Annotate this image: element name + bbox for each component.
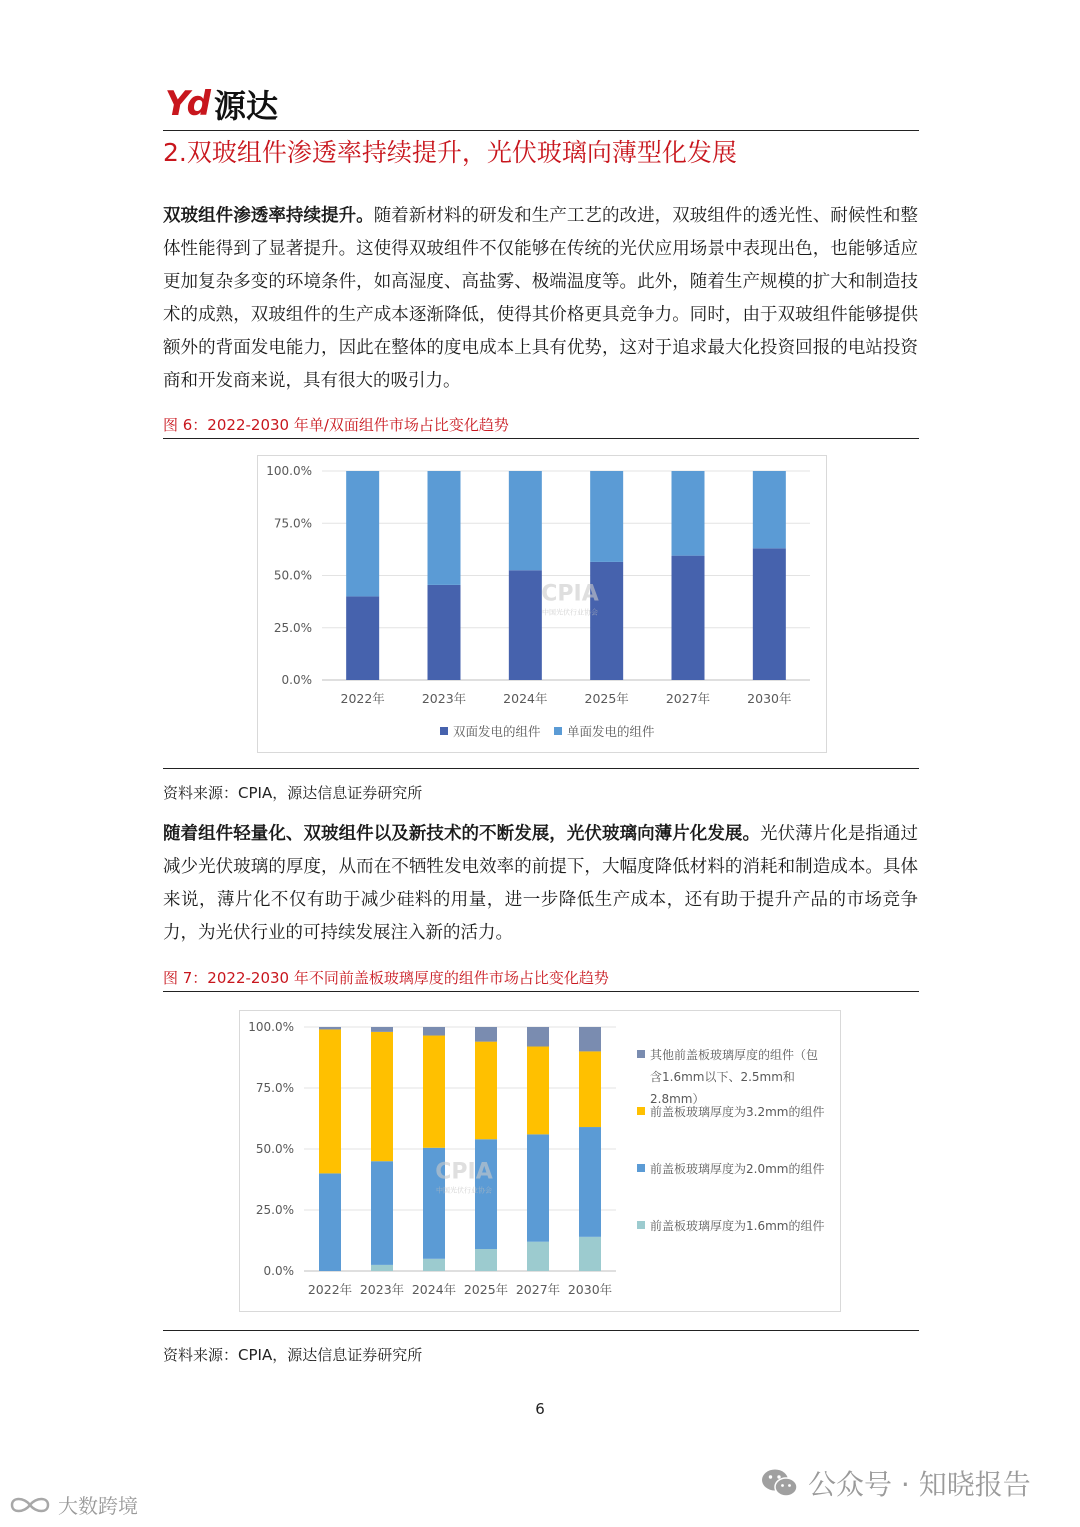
- x-tick-label: 2025年: [463, 1282, 509, 1297]
- bar-segment-series-2: [428, 471, 461, 585]
- bar-segment-series-1: [428, 585, 461, 680]
- bar-segment-series-2: [579, 1127, 601, 1237]
- y-tick-label: 75.0%: [255, 1081, 294, 1095]
- paragraph-2-body: 光伏薄片化是指通过减少光伏玻璃的厚度，从而在不牺牲发电效率的前提下，大幅度降低材料的消耗和制造成本。具体来说，薄片化不仅有助于减少硅料的用量，进一步降低生产成本，还有助于提升产品的市场竞争力，为光伏行业的可持续发展注入新的活力。: [163, 824, 919, 943]
- logo-mark: Yd: [165, 84, 208, 124]
- bar-segment-series-1: [371, 1265, 393, 1271]
- infinity-logo-icon: [8, 1494, 52, 1516]
- bar-segment-series-4: [371, 1027, 393, 1032]
- legend-label: 前盖板玻璃厚度为1.6mm的组件: [650, 1219, 825, 1233]
- bar-segment-series-3: [475, 1042, 497, 1140]
- y-tick-label: 100.0%: [266, 464, 312, 478]
- figure-7-top-rule: [163, 991, 919, 992]
- bar-segment-series-1: [579, 1237, 601, 1271]
- legend-swatch: [637, 1221, 645, 1229]
- x-tick-label: 2025年: [584, 691, 629, 706]
- y-tick-label: 0.0%: [281, 673, 312, 687]
- y-tick-label: 50.0%: [255, 1142, 294, 1156]
- legend-swatch: [637, 1050, 645, 1058]
- bar-segment-series-2: [527, 1134, 549, 1241]
- x-tick-label: 2022年: [340, 691, 385, 706]
- cpia-watermark-text: CPIA: [435, 1159, 493, 1185]
- bar-segment-series-4: [475, 1027, 497, 1042]
- x-tick-label: 2024年: [411, 1282, 457, 1297]
- legend-label: 双面发电的组件: [453, 724, 541, 739]
- y-tick-label: 0.0%: [263, 1264, 294, 1278]
- y-tick-label: 100.0%: [248, 1020, 294, 1034]
- paragraph-2-lead: 随着组件轻量化、双玻组件以及新技术的不断发展，光伏玻璃向薄片化发展。: [163, 824, 761, 844]
- bar-segment-series-1: [346, 596, 379, 680]
- header-rule: [163, 130, 919, 131]
- legend-label-line-2: 含1.6mm以下、2.5mm和: [650, 1070, 795, 1084]
- bar-segment-series-4: [579, 1027, 601, 1051]
- legend-swatch-2: [554, 727, 562, 735]
- bar-segment-series-1: [509, 570, 542, 680]
- figure-6-chart-box: [257, 455, 827, 753]
- x-tick-label: 2023年: [359, 1282, 405, 1297]
- cpia-watermark-subtext: 中国光伏行业协会: [436, 1186, 492, 1195]
- legend-swatch: [637, 1107, 645, 1115]
- legend-swatch: [637, 1164, 645, 1172]
- bar-segment-series-4: [319, 1027, 341, 1029]
- legend-label: 单面发电的组件: [567, 724, 655, 739]
- figure-6-chart: [258, 456, 826, 752]
- brand-watermark-text: 大数跨境: [58, 1494, 138, 1518]
- y-tick-label: 25.0%: [255, 1203, 294, 1217]
- bar-segment-series-2: [371, 1161, 393, 1265]
- x-tick-label: 2023年: [421, 691, 467, 706]
- x-tick-label: 2027年: [515, 1282, 561, 1297]
- logo-text: 源达: [213, 87, 278, 125]
- paragraph-1-lead: 双玻组件渗透率持续提升。: [163, 206, 374, 226]
- y-tick-label: 75.0%: [273, 516, 312, 531]
- legend-label: 前盖板玻璃厚度为3.2mm的组件: [650, 1105, 825, 1119]
- bar-segment-series-3: [319, 1029, 341, 1173]
- bar-segment-series-3: [527, 1047, 549, 1135]
- paragraph-1: [163, 200, 918, 398]
- figure-6-top-rule: [163, 438, 919, 439]
- wechat-watermark: [760, 1463, 1031, 1503]
- bar-segment-series-1: [672, 556, 705, 680]
- figure-6-source: 资料来源：CPIA，源达信息证券研究所: [163, 784, 423, 802]
- bar-segment-series-4: [423, 1027, 445, 1036]
- x-tick-label: 2030年: [747, 691, 792, 706]
- page-number: 6: [535, 1400, 545, 1418]
- bar-segment-series-2: [590, 471, 623, 562]
- bar-segment-series-3: [579, 1051, 601, 1127]
- legend-label-line-1: 其他前盖板玻璃厚度的组件（包: [650, 1048, 819, 1062]
- bar-segment-series-3: [371, 1032, 393, 1161]
- wechat-watermark-text: 公众号 · 知晓报告: [808, 1468, 1031, 1501]
- brand-watermark: [8, 1490, 138, 1519]
- cpia-watermark-subtext: 中国光伏行业协会: [542, 608, 598, 617]
- bar-segment-series-3: [423, 1036, 445, 1148]
- figure-7-bottom-rule: [163, 1330, 919, 1331]
- bar-segment-series-2: [509, 471, 542, 570]
- section-title: 2.双玻组件渗透率持续提升，光伏玻璃向薄型化发展: [163, 138, 737, 167]
- figure-7-chart: [240, 1011, 840, 1311]
- figure-7-title: 图 7：2022-2030 年不同前盖板玻璃厚度的组件市场占比变化趋势: [163, 969, 609, 987]
- company-logo: [165, 84, 278, 124]
- bar-segment-series-2: [319, 1173, 341, 1271]
- wechat-icon: [760, 1467, 800, 1499]
- legend-label: 前盖板玻璃厚度为2.0mm的组件: [650, 1162, 825, 1176]
- bar-segment-series-2: [672, 471, 705, 556]
- bar-segment-series-1: [423, 1259, 445, 1271]
- bar-segment-series-4: [527, 1027, 549, 1047]
- y-tick-label: 25.0%: [273, 620, 312, 635]
- legend-swatch-1: [440, 727, 448, 735]
- figure-7-chart-box: [239, 1010, 841, 1312]
- bar-segment-series-2: [346, 471, 379, 596]
- figure-6-bottom-rule: [163, 768, 919, 769]
- legend-label-line-3: 2.8mm）: [650, 1092, 705, 1106]
- x-tick-label: 2024年: [503, 691, 548, 706]
- paragraph-2: [163, 818, 918, 950]
- paragraph-1-body: 随着新材料的研发和生产工艺的改进，双玻组件的透光性、耐候性和整体性能得到了显著提升。这使得双玻组件不仅能够在传统的光伏应用场景中表现出色，也能够适应更加复杂多变的环境条件，如高湿度、高盐雾、极端温度等。此外，随着生产规模的扩大和制造技术的成熟，双玻组件的生产成本逐渐降低，使得其价格更具竞争力。同时，由于双玻组件能够提供额外的背面发电能力，因此在整体的度电成本上具有优势，这对于追求最大化投资回报的电站投资商和开发商来说，具有很大的吸引力。: [163, 206, 919, 391]
- x-tick-label: 2030年: [567, 1282, 613, 1297]
- cpia-watermark-text: CPIA: [541, 581, 599, 607]
- bar-segment-series-1: [527, 1242, 549, 1271]
- bar-segment-series-2: [753, 471, 786, 548]
- x-tick-label: 2022年: [307, 1282, 353, 1297]
- figure-7-source: 资料来源：CPIA，源达信息证券研究所: [163, 1346, 423, 1364]
- bar-segment-series-1: [475, 1249, 497, 1271]
- y-tick-label: 50.0%: [273, 568, 312, 583]
- bar-segment-series-1: [753, 548, 786, 680]
- figure-6-title: 图 6：2022-2030 年单/双面组件市场占比变化趋势: [163, 416, 509, 434]
- x-tick-label: 2027年: [665, 691, 711, 706]
- bar-segment-series-1: [590, 562, 623, 680]
